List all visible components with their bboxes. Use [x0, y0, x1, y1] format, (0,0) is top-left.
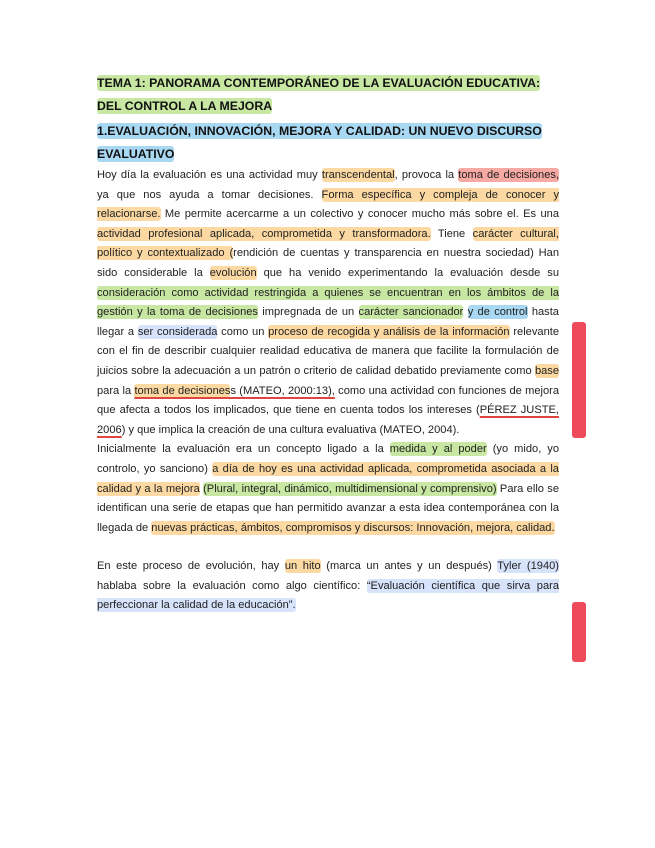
text-run: ya que nos ayuda a tomar decisiones. [97, 188, 322, 201]
underlined-citation: s (MATEO, 2000:13), [230, 384, 335, 397]
highlight: consideración como actividad restringida a quienes se encuentran en los ámbitos de la gestión y la toma de decisiones [97, 286, 559, 319]
highlight: ser considerada [137, 325, 218, 338]
text-run: En este proceso de evolución, hay [97, 560, 285, 573]
highlight: (Plural, integral, dinámico, multidimensional y comprensivo) [203, 482, 497, 495]
text-run: como una actividad con funciones de mejora que afecta a todos los implicados, que tiene en cuenta todos los intereses ( [97, 384, 559, 417]
text-run: (marca un antes y un después) [320, 560, 498, 573]
section-title-line1: 1.EVALUACIÓN, INNOVACIÓN, MEJORA Y CALIDAD: UN NUEVO DISCURSO [97, 124, 542, 138]
document-content [97, 72, 559, 616]
highlight: toma de decisiones [134, 384, 231, 397]
highlight: proceso de recogida y análisis de la información [268, 325, 510, 338]
highlight: Forma específica y compleja de conocer y relacionarse. [97, 188, 559, 221]
highlight: y de control [467, 306, 528, 319]
text-run: relevante con el fin de describir cualquier realidad educativa de manera que facilite la formulación de juicios sobre la adecuación a un patrón o criterio de calidad debatido previamente como [97, 325, 559, 377]
text-run: ) y que implica la creación de una cultura evaluativa (MATEO, 2004). [121, 423, 460, 436]
text-run: , provoca la [394, 169, 459, 181]
paragraph-2 [97, 440, 559, 538]
text-run: Para ello se identifican una serie de etapas que han permitido avanzar a esta idea contemporánea con la llegada de [97, 482, 560, 534]
text-run: Tiene [430, 227, 473, 240]
text-run: Inicialmente la evaluación era un concepto ligado a la [97, 443, 390, 456]
highlight: toma de decisiones, [458, 169, 560, 181]
underlined-citation: PÉREZ JUSTE, 2006 [97, 404, 559, 436]
highlight: medida y al poder [389, 443, 487, 456]
highlight: “Evaluación científica que sirva para perfeccionar la calidad de la educación”. [97, 579, 559, 612]
section-title [97, 120, 559, 166]
highlight: un hito [284, 560, 321, 573]
highlight: nuevas prácticas, ámbitos, compromisos y discursos: Innovación, mejora, calidad. [151, 521, 555, 534]
margin-annotation-mark [572, 602, 586, 662]
text-run: Me permite acercarme a un colectivo y conocer mucho más sobre el. Es una [160, 208, 559, 221]
margin-annotation-mark [572, 322, 586, 438]
text-run: para la [97, 384, 135, 397]
text-run: como un [217, 325, 269, 338]
chapter-title-line2: DEL CONTROL A LA MEJORA [97, 99, 273, 113]
highlight: evolución [209, 266, 257, 279]
text-run: impregnada de un [257, 306, 359, 319]
highlight: actividad profesional aplicada, comprometida y transformadora. [97, 227, 431, 240]
text-run: hasta llegar a [97, 306, 559, 338]
highlight: carácter cultural, político y contextualizado ( [97, 227, 559, 260]
chapter-title [97, 72, 559, 118]
text-run: (yo mido, yo controlo, yo sanciono) [97, 443, 559, 475]
paragraph-3 [97, 557, 559, 616]
paragraph-1 [97, 166, 559, 440]
chapter-title-line1: TEMA 1: PANORAMA CONTEMPORÁNEO DE LA EVALUACIÓN EDUCATIVA: [97, 76, 541, 90]
highlight: base [534, 364, 559, 377]
text-run: que ha venido experimentando la evaluación desde su [256, 266, 560, 279]
highlight: a día de hoy es una actividad aplicada, comprometida asociada a la calidad y a la mejora [97, 462, 559, 495]
text-run: rendición de cuentas y transparencia en nuestra sociedad) Han sido considerable la [97, 247, 559, 279]
highlight: transcendental [321, 169, 395, 181]
highlight: carácter sancionador [358, 306, 464, 319]
highlight: Tyler (1940) [497, 560, 559, 573]
text-run: Hoy día la evaluación es una actividad muy [97, 169, 322, 181]
section-title-line2: EVALUATIVO [97, 147, 175, 161]
text-run: hablaba sobre la evaluación como algo científico: [97, 579, 367, 592]
